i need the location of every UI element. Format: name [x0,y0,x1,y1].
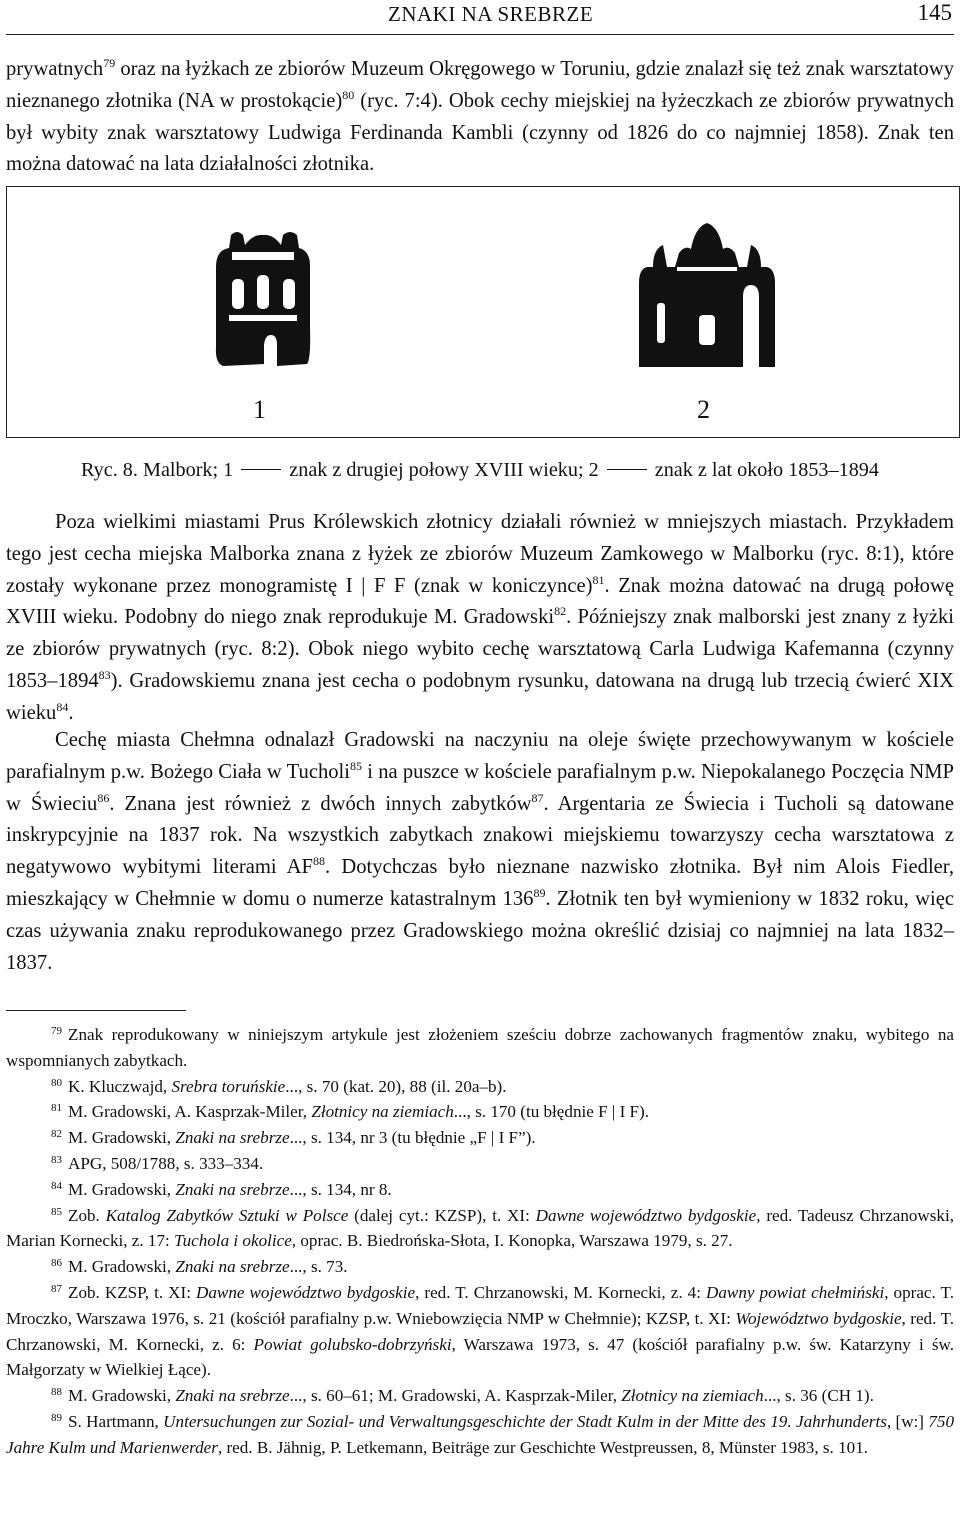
footnote-ref: 86 [97,790,110,805]
footnote-ref: 89 [533,885,546,900]
footnote-83: 83 APG, 508/1788, s. 333–334. [51,1153,264,1173]
footnote-80: 80 K. Kluczwajd, Srebra toruńskie..., s. 70 (kat. 20), 88 (il. 20a–b). [51,1076,507,1096]
footnote-ref: 80 [342,87,355,102]
footnote-81: 81 M. Gradowski, A. Kasprzak-Miler, Złotnicy na ziemiach..., s. 170 (tu błędnie F | I F). [51,1102,650,1122]
footnote-82: 82 M. Gradowski, Znaki na srebrze..., s. 134, nr 3 (tu błędnie „F | I F”). [51,1128,536,1148]
footnote-ref: 87 [531,790,544,805]
town-mark-drawings [7,187,960,439]
footnote-ref: 85 [350,758,362,773]
footnote-separator [6,1010,186,1011]
footnote-85: 85 Zob. Katalog Zabytków Sztuki w Polsce (dalej cyt.: KZSP), t. XI: Dawne województwo bydgoskie, red. Tadeusz Chrzanowski, Marian Kornecki, z. 17: Tuchola i okolice, oprac. B. Biedrońska-Słota, I. Konopka, Warszawa 1979, s. 27. [6,1205,954,1251]
footnote-ref: 81 [592,572,605,587]
running-title: ZNAKI NA SREBRZE [388,2,594,26]
paragraph-3: Cechę miasta Chełmna odnalazł Gradowski na naczyniu na oleje święte przechowywanym w kościele parafialnym p.w. Bożego Ciała w Tucholi$^{85}$ i na puszce w kościele parafialnym p.w. Niepokalanego Poczęcia NMP w Świeciu$^{86}$. Znana jest również z dwóch innych zabytków$^{87}$. Argentaria ze Świecia i Tucholi są datowane inskrypcyjnie na 1837 rok. Na wszystkich zabytkach znakowi miejskiemu towarzyszy cecha warsztatowa z negatywowo wybitymi literami AF$^{88}$. Dotychczas było nieznane nazwisko złotnika. Był nim Alois Fiedler, mieszkający w Chełmnie w domu o numerze katastralnym $136^{89}$. Złotnik ten był wymieniony w 1832 roku, więc czas używania znaku reprodukowanego przez Gradowskiego można określić dzisiaj co najmniej na lata 1832–1837. [6,729,954,974]
footnote-79: 79 Znak reprodukowany w niniejszym artykule jest złożeniem sześciu dobrze zachowanych fragmentów znaku, wybitego na wspomnianych zabytkach. [6,1025,954,1070]
mark-1-drawing [216,232,310,366]
footnote-86: 86 M. Gradowski, Znaki na srebrze..., s. 73. [51,1257,348,1277]
footnote-ref: 79 [103,56,116,70]
footnote-ref: 88 [313,854,326,869]
footnote-ref: 83 [98,667,111,682]
footnote-84: 84 M. Gradowski, Znaki na srebrze..., s. 134, nr 8. [51,1179,392,1199]
footnote-ref: 82 [554,604,567,619]
page-number: 145 [917,0,952,25]
figure-caption: Ryc. 8. Malbork; 1 znak z drugiej połowy XVIII wieku; 2 znak z lat około 1853–1894 [81,459,879,481]
mark-2-drawing [639,223,775,367]
paragraph-1: prywatnych$^{79}$ oraz na łyżkach ze zbiorów Muzeum Okręgowego w Toruniu, gdzie znalazł się też znak warsztatowy nieznanego złotnika (NA w prostokącie)$^{80}$ (ryc. 7:4). Obok cechy miejskiej na łyżeczkach ze zbiorów prywatnych był wybity znak warsztatowy Ludwiga Ferdinanda Kambli (czynny od 1826 do co najmniej 1858). Znak ten można datować na lata działalności złotnika. [6,56,954,176]
footnote-87: 87 Zob. KZSP, t. XI: Dawne województwo bydgoskie, red. T. Chrzanowski, M. Kornecki, z. 4: Dawny powiat chełmiński, oprac. T. Mroczko, Warszawa 1976, s. 21 (kościół parafialny p.w. Wniebowzięcia NMP w Chełmnie); KZSP, t. XI: Województwo bydgoskie, red. T. Chrzanowski, M. Kornecki, z. 6: Powiat golubsko-dobrzyński, Warszawa 1973, s. 47 (kościół parafialny p.w. św. Katarzyny i św. Małgorzaty w Wielkiej Łące). [6,1282,954,1380]
paragraph-2: Poza wielkimi miastami Prus Królewskich złotnicy działali również w mniejszych miastach. Przykładem tego jest cecha miejska Malborka znana z łyżek ze zbiorów Muzeum Zamkowego w Malborku (ryc. 8:1), które zostały wykonane przez monogramistę I | F F (znak w koniczynce)$^{81}$. Znak można datować na drugą połowę XVIII wieku. Podobny do niego znak reprodukuje M. Gradowski$^{82}$. Późniejszy znak malborski jest znany z łyżki ze zbiorów prywatnych (ryc. 8:2). Obok niego wybito cechę warsztatową Carla Ludwiga Kafemanna (czynny 1853–1894$^{83}$). Gradowskiemu znana jest cecha o podobnym rysunku, datowana na drugą lub trzecią ćwierć XIX wieku$^{84}$. [6,511,954,724]
footnote-88: 88 M. Gradowski, Znaki na srebrze..., s. 60–61; M. Gradowski, A. Kasprzak-Miler, Złotnicy na ziemiach..., s. 36 (CH 1). [51,1386,874,1406]
footnote-ref: 84 [56,699,69,714]
running-header [6,0,954,35]
figure-8 [6,186,960,438]
figure-label-2: 2 [697,395,710,424]
figure-label-1: 1 [253,395,266,424]
footnotes [6,1022,954,1461]
footnote-89: 89 S. Hartmann, Untersuchungen zur Sozial- und Verwaltungsgeschichte der Stadt Kulm in der Mitte des 19. Jahrhunderts, [w:] 750 Jahre Kulm und Marienwerder, red. B. Jähnig, P. Letkemann, Beiträge zur Geschichte Westpreussen, 8, Münster 1983, s. 101. [6,1411,955,1457]
